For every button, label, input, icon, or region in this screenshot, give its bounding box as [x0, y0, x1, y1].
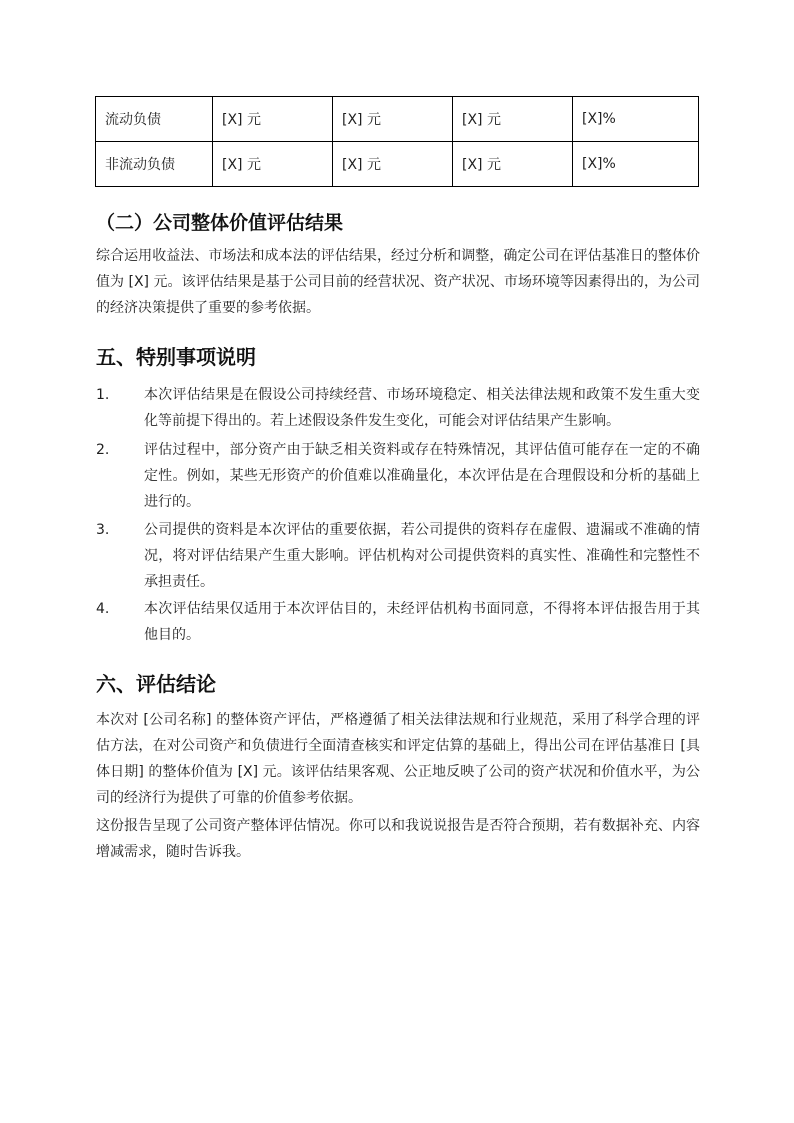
list-text: 本次评估结果是在假设公司持续经营、市场环境稳定、相关法律法规和政策不发生重大变化等前提下得出的。若上述假设条件发生变化，可能会对评估结果产生影响。 — [144, 387, 700, 429]
list-number: 1. — [96, 387, 110, 403]
liabilities-table — [95, 96, 699, 187]
paragraph-overall-value: 综合运用收益法、市场法和成本法的评估结果，经过分析和调整，确定公司在评估基准日的整体价值为 [X] 元。该评估结果是基于公司目前的经营状况、资产状况、市场环境等因素得出的，为公司的经济决策提供了重要的参考依据。 — [96, 248, 700, 316]
list-text: 公司提供的资料是本次评估的重要依据，若公司提供的资料存在虚假、遗漏或不准确的情况，将对评估结果产生重大影响。评估机构对公司提供资料的真实性、准确性和完整性不承担责任。 — [144, 522, 700, 590]
table-cell: [X] 元 — [333, 97, 453, 142]
table-row — [96, 142, 699, 187]
section-heading-overall-value: （二）公司整体价值评估结果 — [96, 212, 344, 234]
paragraph-conclusion: 本次对 [公司名称] 的整体资产评估，严格遵循了相关法律法规和行业规范，采用了科学合理的评估方法，在对公司资产和负债进行全面清查核实和评定估算的基础上，得出公司在评估基准日 [具体日期] 的整体价值为 [X] 元。该评估结果客观、公正地反映了公司的资产状况和价值水平，为公司的经济行为提供了可靠的价值参考依据。 — [96, 712, 700, 806]
table-cell: [X] 元 — [333, 142, 453, 187]
list-number: 2. — [96, 442, 110, 458]
list-text: 评估过程中，部分资产由于缺乏相关资料或存在特殊情况，其评估值可能存在一定的不确定性。例如，某些无形资产的价值难以准确量化，本次评估是在合理假设和分析的基础上进行的。 — [144, 442, 700, 510]
list-item — [96, 382, 700, 434]
table-cell: [X] 元 — [213, 142, 333, 187]
list-number: 4. — [96, 601, 110, 617]
table-cell: [X] 元 — [453, 97, 573, 142]
section-heading-special-matters: 五、特别事项说明 — [96, 345, 256, 369]
list-item — [96, 596, 700, 648]
table-cell: [X]% — [573, 142, 699, 187]
list-text: 本次评估结果仅适用于本次评估目的，未经评估机构书面同意，不得将本评估报告用于其他目的。 — [144, 601, 700, 643]
list-item — [96, 517, 700, 595]
table-cell-label: 流动负债 — [96, 97, 213, 142]
list-number: 3. — [96, 522, 110, 538]
table-cell: [X] 元 — [453, 142, 573, 187]
table-cell: [X] 元 — [213, 97, 333, 142]
table-cell-label: 非流动负债 — [96, 142, 213, 187]
section-heading-conclusion: 六、评估结论 — [96, 672, 216, 696]
paragraph-closing-note: 这份报告呈现了公司资产整体评估情况。你可以和我说说报告是否符合预期，若有数据补充、内容增减需求，随时告诉我。 — [96, 818, 700, 860]
table-cell: [X]% — [573, 97, 699, 142]
list-item — [96, 437, 700, 515]
table-row — [96, 97, 699, 142]
